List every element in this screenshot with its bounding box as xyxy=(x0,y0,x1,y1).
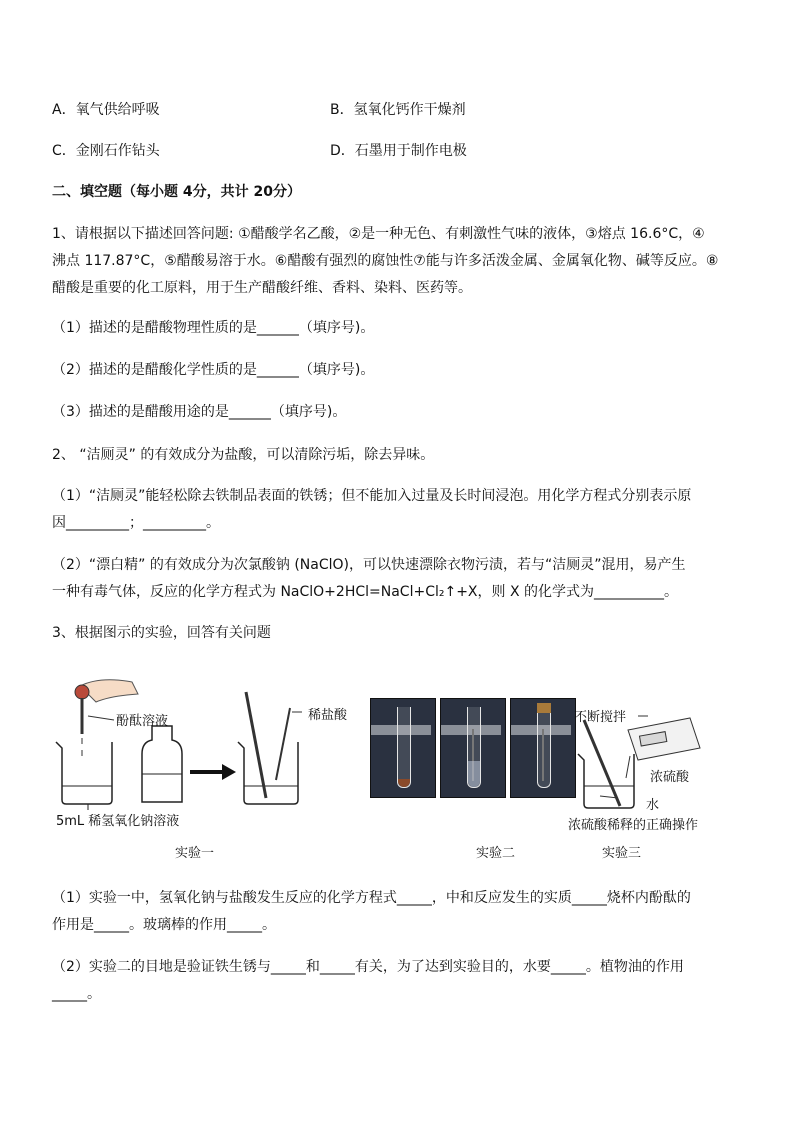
beaker-1-icon xyxy=(56,742,112,804)
label-exp3: 实验三 xyxy=(602,846,642,861)
q2-sub1-line1: （1）“洁厕灵”能轻松除去铁制品表面的铁锈；但不能加入过量及长时间浸泡。用化学方程式分别表示原 xyxy=(52,488,692,504)
q1-line1: 1、请根据以下描述回答问题: ①醋酸学名乙酸，②是一种无色、有刺激性气味的液体，③熔点 16.6°C，④ xyxy=(52,226,705,242)
option-d: D．石墨用于制作电极 xyxy=(330,143,467,159)
option-b: B．氢氧化钙作干燥剂 xyxy=(330,102,466,118)
label-naoh: 5mL 稀氢氧化钠溶液 xyxy=(56,814,180,829)
label-dilute-hcl: 稀盐酸 xyxy=(308,708,348,723)
option-c: C．金刚石作钻头 xyxy=(52,143,160,159)
q1-sub1: （1）描述的是醋酸物理性质的是______（填序号)。 xyxy=(52,320,375,336)
label-phenolphthalein: 酚酞溶液 xyxy=(116,714,169,729)
q1-line2: 沸点 117.87°C，⑤醋酸易溶于水。⑥醋酸有强烈的腐蚀性⑦能与许多活泼金属、金属氧化物、碱等反应。⑧ xyxy=(52,253,719,269)
dropper-bulb-icon xyxy=(75,685,89,699)
arrow-right-icon xyxy=(190,764,236,780)
q1-line3: 醋酸是重要的化工原料，用于生产醋酸纤维、香料、染料、医药等。 xyxy=(52,280,472,296)
exp2-photo-3 xyxy=(510,698,576,798)
q2-line1: 2、 “洁厕灵” 的有效成分为盐酸，可以清除污垢，除去异味。 xyxy=(52,447,435,463)
q3-sub1-line1: （1）实验一中，氢氧化钠与盐酸发生反应的化学方程式_____，中和反应发生的实质_____烧杯内酚酞的 xyxy=(52,890,691,906)
q3-sub1-line2: 作用是_____。玻璃棒的作用_____。 xyxy=(52,917,276,933)
label-conc-acid: 浓硫酸 xyxy=(650,770,690,785)
exp2-photo-2 xyxy=(440,698,506,798)
label-exp2: 实验二 xyxy=(476,846,516,861)
section-heading: 二、填空题（每小题 4分，共计 20分） xyxy=(52,184,301,200)
exp2-photo-1 xyxy=(370,698,436,798)
dropper-2-icon xyxy=(276,708,290,780)
beaker-3-icon xyxy=(578,754,634,808)
beaker-2-icon xyxy=(238,742,298,804)
label-correct-op: 浓硫酸稀释的正确操作 xyxy=(568,818,699,833)
option-a: A．氧气供给呼吸 xyxy=(52,102,160,118)
label-exp1: 实验一 xyxy=(175,846,215,861)
experiment-figure xyxy=(40,668,760,868)
label-water: 水 xyxy=(646,798,660,813)
q2-sub1-line2: 因_________；_________。 xyxy=(52,515,220,531)
reagent-bottle-icon xyxy=(142,726,182,802)
q1-sub3: （3）描述的是醋酸用途的是______（填序号)。 xyxy=(52,404,347,420)
stir-rod-icon xyxy=(584,720,620,806)
label-stir: 不断搅拌 xyxy=(574,710,627,725)
q3-sub2-line1: （2）实验二的目地是验证铁生锈与_____和_____有关，为了达到实验目的，水要_____。植物油的作用 xyxy=(52,959,684,975)
glass-rod-icon xyxy=(246,692,266,798)
q2-sub2-line2: 一种有毒气体，反应的化学方程式为 NaClO+2HCl=NaCl+Cl₂↑+X，则 X 的化学式为__________。 xyxy=(52,584,679,600)
q3-sub2-line2: _____。 xyxy=(52,986,101,1002)
q1-sub2: （2）描述的是醋酸化学性质的是______（填序号)。 xyxy=(52,362,375,378)
q3-intro: 3、根据图示的实验，回答有关问题 xyxy=(52,625,271,641)
q2-sub2-line1: （2）“漂白精” 的有效成分为次氯酸钠 (NaClO)，可以快速漂除衣物污渍，若与“洁厕灵”混用，易产生 xyxy=(52,557,686,573)
